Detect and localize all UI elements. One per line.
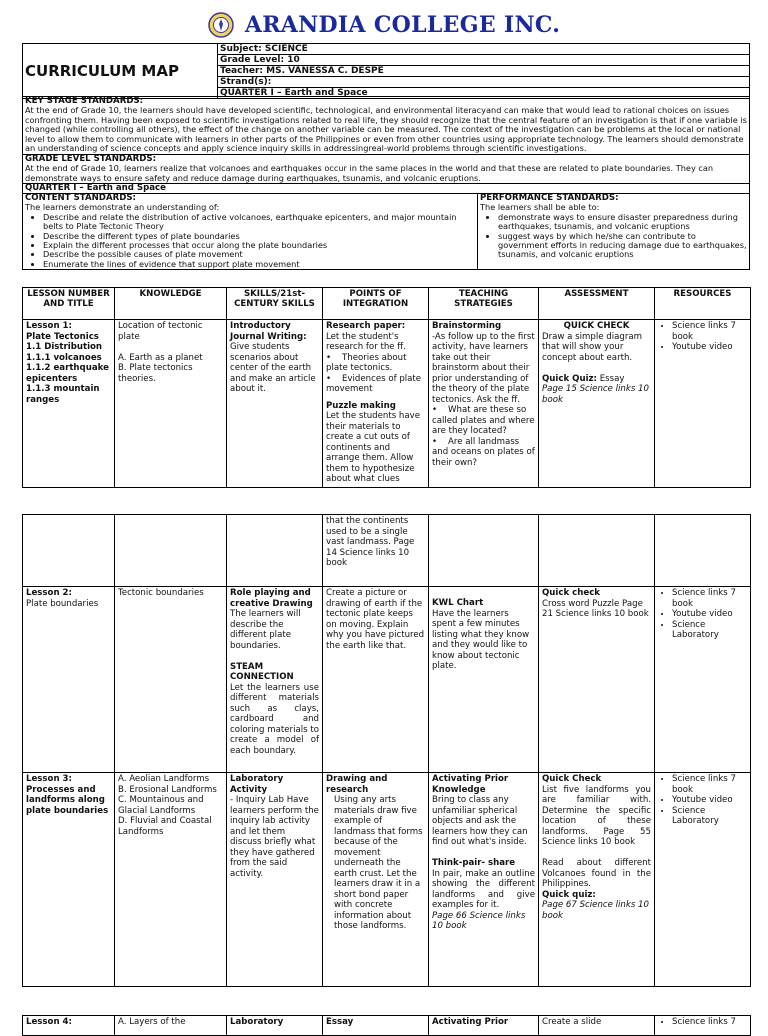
lesson3-assess-page: Page 67 Science links 10 book bbox=[542, 900, 649, 921]
list-item: • Science links 7 book bbox=[672, 774, 747, 795]
lesson1-assess-quiz-type: Essay bbox=[599, 373, 625, 384]
list-item: • Youtube video bbox=[672, 795, 747, 806]
quarter-field: QUARTER I – Earth and Space bbox=[218, 88, 750, 99]
empty-cell bbox=[23, 515, 115, 587]
table-row bbox=[23, 773, 751, 987]
lesson4-assessment-cell: Create a slide bbox=[539, 1016, 655, 1036]
grade-level-heading: GRADE LEVEL STANDARDS: bbox=[25, 153, 157, 164]
lesson1-title-cell bbox=[23, 320, 115, 488]
lesson2-skills-head: Role playing and creative Drawing bbox=[230, 588, 313, 609]
lesson2-integration-cell: Create a picture or drawing of earth if the tectonic plate keeps on moving. Explain why you have pictured the earth like that. bbox=[323, 587, 429, 773]
col-header-strategies: TEACHING STRATEGIES bbox=[429, 288, 539, 320]
teacher-field: Teacher: MS. VANESSA C. DESPE bbox=[218, 66, 750, 77]
lesson1-assess-quiz bbox=[542, 374, 651, 385]
content-standards-intro: The learners demonstrate an understanding of: bbox=[25, 202, 220, 213]
curriculum-table-2 bbox=[22, 514, 751, 987]
lesson3-skills-cell bbox=[227, 773, 323, 987]
curriculum-table-1 bbox=[22, 287, 751, 488]
lesson1-assess-head: QUICK CHECK bbox=[563, 321, 630, 331]
list-item: • Enumerate the lines of evidence that support plate movement bbox=[43, 260, 475, 269]
lesson3-knowledge-item: B. Erosional Landforms bbox=[118, 784, 217, 795]
empty-cell bbox=[115, 515, 227, 587]
empty-cell bbox=[227, 515, 323, 587]
lesson3-knowledge-item: C. Mountainous and Glacial Landforms bbox=[118, 795, 204, 816]
lesson3-skills-text: - Inquiry Lab Have learners perform the inquiry lab activity and let them discuss briefly what they have gathered from the said activity. bbox=[230, 795, 319, 879]
lesson1-assess-text: Draw a simple diagram that will show your concept about earth. bbox=[542, 331, 643, 363]
quarter-heading: QUARTER I – Earth and Space bbox=[23, 184, 750, 194]
lesson1-integ-bullet: • Evidences of plate movement bbox=[326, 373, 422, 394]
col-header-knowledge: KNOWLEDGE bbox=[115, 288, 227, 320]
lesson1-assessment-cell bbox=[539, 320, 655, 488]
lesson3-integ-text: Using any arts materials draw five example of landmass that forms because of the movement underneath the earth crust. Let the learners draw it in a short bond paper with concrete information about those landforms. bbox=[334, 795, 423, 931]
lesson2-skills-cell bbox=[227, 587, 323, 773]
lesson3-assess-head: Quick Check bbox=[542, 774, 602, 784]
lesson3-knowledge-item: D. Fluvial and Coastal Landforms bbox=[118, 816, 212, 837]
lesson3-resources-list bbox=[658, 774, 747, 827]
college-name: ARANDIA COLLEGE INC. bbox=[244, 12, 561, 38]
lesson1-integ-text: Let the student's research for the ff. bbox=[326, 331, 406, 352]
lesson1-skills-text: Give students scenarios about center of the earth and make an article about it. bbox=[230, 342, 316, 394]
performance-standards-list bbox=[480, 213, 747, 260]
list-item: • demonstrate ways to ensure disaster preparedness during earthquakes, tsunamis, and volcanic eruptions bbox=[498, 213, 747, 232]
col-header-resources: RESOURCES bbox=[655, 288, 751, 320]
curriculum-table-3 bbox=[22, 1015, 751, 1036]
lesson1-integ-bullet-text: Evidences of plate movement bbox=[326, 373, 422, 394]
lesson1-resources-cell bbox=[655, 320, 751, 488]
lesson2-steam-head: STEAM CONNECTION bbox=[230, 661, 294, 682]
grade-level-text: At the end of Grade 10, learners realize that volcanoes and earthquakes occur in the same places in the world and that these are related to plate boundaries. They can demonstrate ways to ensure safety and reduce damage during earthquakes, tsunamis, and volcanic eruptions. bbox=[25, 162, 714, 183]
lesson1-resources-list bbox=[658, 321, 747, 353]
lesson1-strat-text: -As follow up to the first activity, have learners take out their brainstorm about their prior understanding of the theory of the plate tectonics. Ask the ff. bbox=[432, 331, 535, 405]
lesson2-assess-head: Quick check bbox=[542, 588, 601, 598]
lesson1-strat-bullet-text: What are these so called plates and where are they located? bbox=[432, 405, 535, 436]
lesson2-knowledge-cell: Tectonic boundaries bbox=[115, 587, 227, 773]
lesson3-skills-head: Laboratory Activity bbox=[230, 774, 284, 795]
page-title: CURRICULUM MAP bbox=[23, 44, 218, 99]
lesson1-assess-quiz-label: Quick Quiz: bbox=[542, 373, 597, 384]
grade-field: Grade Level: 10 bbox=[218, 55, 750, 66]
col-header-integration: POINTS OF INTEGRATION bbox=[323, 288, 429, 320]
content-standards-heading: CONTENT STANDARDS: bbox=[25, 193, 136, 204]
lesson4-strat: Activating Prior bbox=[432, 1017, 509, 1027]
lesson1-strat-bullet: • What are these so called plates and where are they located? bbox=[432, 405, 535, 436]
lesson2-title: Lesson 2: bbox=[26, 588, 72, 598]
lesson4-title: Lesson 4: bbox=[26, 1017, 72, 1027]
lesson4-integration-cell bbox=[323, 1016, 429, 1036]
performance-standards-intro: The learners shall be able to: bbox=[480, 202, 600, 213]
lesson3-knowledge-item: A. Aeolian Landforms bbox=[118, 774, 210, 784]
college-header bbox=[0, 12, 768, 38]
performance-standards-section bbox=[478, 194, 750, 270]
lesson3-strat-head2: Think-pair- share bbox=[432, 858, 516, 868]
lesson2-assessment-cell bbox=[539, 587, 655, 773]
lesson3-resources-cell bbox=[655, 773, 751, 987]
lesson1-integ-bullet-text: Theories about plate tectonics. bbox=[326, 352, 407, 373]
key-stage-text: At the end of Grade 10, the learners should have developed scientific, technological, and environmental literacyand can make that would lead to rational choices on issues confronting them. Having been exposed to scientific investigations related to real life, they should recognize that the central feature of an investigation is that if one variable is changed (while controlling all others), the effect of the change on another variable can be measured. The context of the investigation can be problems at the local or national level to allow them to communicate with learners in other parts of the Philippines or even from other countries using appropriate technology. The learners should demonstrate an understanding of science concepts and apply science inquiry skills in addressingreal-world problems through scientific investigations. bbox=[25, 105, 747, 154]
lesson3-title-cell bbox=[23, 773, 115, 987]
lesson4-integ: Essay bbox=[326, 1017, 354, 1027]
grade-level-section bbox=[23, 154, 750, 183]
lesson3-strat-text: Bring to class any unfamiliar spherical objects and ask the learners how they can find out what's inside. bbox=[432, 795, 528, 847]
lesson3-integration-cell bbox=[323, 773, 429, 987]
lesson4-resources-cell bbox=[655, 1016, 751, 1036]
list-item: • Youtube video bbox=[672, 342, 747, 353]
lesson1-knowledge-item: A. Earth as a planet bbox=[118, 352, 203, 363]
lesson1-strategies-cell bbox=[429, 320, 539, 488]
list-item: • Describe the different types of plate boundaries bbox=[43, 232, 475, 241]
lesson1-topic: 1.1 Distribution bbox=[26, 342, 103, 352]
lesson3-strat-page: Page 66 Science links 10 book bbox=[432, 910, 526, 931]
list-item: • Youtube video bbox=[672, 609, 747, 620]
lesson2-skills-text: The learners will describe the different plate boundaries. bbox=[230, 609, 301, 651]
lesson3-assessment-cell bbox=[539, 773, 655, 987]
lesson3-assess-text: List five landforms you are familiar with. Determine the specific location of these landforms. Page 55 Science links 10 book bbox=[542, 784, 651, 847]
strand-field: Strand(s): bbox=[218, 77, 750, 88]
lesson3-strat-head: Activating Prior Knowledge bbox=[432, 774, 509, 795]
list-item: • Describe the possible causes of plate movement bbox=[43, 250, 475, 259]
lesson2-strat-text: Have the learners spent a few minutes listing what they know and they would like to know about tectonic plate. bbox=[432, 608, 530, 671]
table-row bbox=[23, 1016, 751, 1036]
lesson1-assess-page: Page 15 Science links 10 book bbox=[542, 384, 649, 405]
list-item: • Science links 7 book bbox=[672, 588, 747, 609]
lesson1-integ-bullet: • Theories about plate tectonics. bbox=[326, 352, 407, 373]
lesson1-topic: 1.1.2 earthquake epicenters bbox=[26, 363, 109, 384]
lesson3-subtitle: Processes and landforms along plate boundaries bbox=[26, 784, 109, 816]
subject-field: Subject: SCIENCE bbox=[218, 44, 750, 55]
lesson1-subtitle: Plate Tectonics bbox=[26, 331, 99, 342]
lesson4-knowledge-cell: A. Layers of the bbox=[115, 1016, 227, 1036]
lesson2-subtitle: Plate boundaries bbox=[26, 598, 99, 609]
lesson1-strat-bullet-text: Are all landmass and oceans on plates of their own? bbox=[432, 436, 535, 468]
lesson1-strat-bullet: • Are all landmass and oceans on plates of their own? bbox=[432, 436, 535, 468]
lesson3-strategies-cell bbox=[429, 773, 539, 987]
lesson3-assess-quiz: Quick quiz: bbox=[542, 889, 596, 900]
lesson4-resources-list bbox=[658, 1017, 747, 1028]
lesson2-resources-list bbox=[658, 588, 747, 641]
empty-cell bbox=[539, 515, 655, 587]
key-stage-heading: KEY STAGE STANDARDS: bbox=[25, 96, 144, 106]
table-row bbox=[23, 515, 751, 587]
empty-cell bbox=[655, 515, 751, 587]
lesson1-knowledge-cell bbox=[115, 320, 227, 488]
lesson1-integ-continuation: that the continents used to be a single vast landmass. Page 14 Science links 10 book bbox=[323, 515, 429, 587]
lesson1-integ-head: Research paper: bbox=[326, 321, 406, 331]
lesson4-title-cell bbox=[23, 1016, 115, 1036]
lesson1-skills-head: Introductory Journal Writing: bbox=[230, 321, 307, 342]
lesson1-integ-head2: Puzzle making bbox=[326, 400, 396, 411]
lesson3-integ-head: Drawing and research bbox=[326, 774, 388, 795]
lesson2-strategies-cell bbox=[429, 587, 539, 773]
col-header-assessment: ASSESSMENT bbox=[539, 288, 655, 320]
lesson2-steam-text: Let the learners use different materials such as clays, cardboard and coloring materials to create a model of each boundary. bbox=[230, 682, 319, 756]
content-standards-section bbox=[23, 194, 478, 270]
col-header-skills: SKILLS/21st-CENTURY SKILLS bbox=[227, 288, 323, 320]
lesson1-integration-cell bbox=[323, 320, 429, 488]
lesson1-skills-cell bbox=[227, 320, 323, 488]
list-item: • Science Laboratory bbox=[672, 806, 747, 827]
content-standards-list bbox=[25, 213, 475, 269]
lesson1-title: Lesson 1: bbox=[26, 321, 72, 331]
empty-cell bbox=[429, 515, 539, 587]
list-item: • Science links 7 book bbox=[672, 321, 747, 342]
col-header-lesson: LESSON NUMBER AND TITLE bbox=[23, 288, 115, 320]
lesson2-strat-head: KWL Chart bbox=[432, 598, 484, 608]
lesson3-assess-text2: Read about different Volcanoes found in the Philippines. bbox=[542, 858, 651, 889]
college-seal-icon bbox=[208, 12, 234, 38]
lesson3-title: Lesson 3: bbox=[26, 774, 72, 784]
lesson3-knowledge-cell bbox=[115, 773, 227, 987]
list-item: • suggest ways by which he/she can contribute to government efforts in reducing damage due to earthquakes, tsunamis, and volcanic eruptions bbox=[498, 232, 747, 260]
lesson4-skills-cell bbox=[227, 1016, 323, 1036]
table-row bbox=[23, 320, 751, 488]
list-item: • Explain the different processes that occur along the plate boundaries bbox=[43, 241, 475, 250]
list-item: • Describe and relate the distribution of active volcanoes, earthquake epicenters, and major mountain belts to Plate Tectonic Theory bbox=[43, 213, 475, 232]
list-item: • Science links 7 bbox=[672, 1017, 747, 1028]
lesson2-assess-text: Cross word Puzzle Page 21 Science links 10 book bbox=[542, 598, 649, 619]
lesson4-skills: Laboratory bbox=[230, 1017, 284, 1027]
lesson2-resources-cell bbox=[655, 587, 751, 773]
lesson1-strat-head: Brainstorming bbox=[432, 321, 502, 331]
table-row bbox=[23, 587, 751, 773]
curriculum-header-table bbox=[22, 43, 750, 99]
lesson1-knowledge-head: Location of tectonic plate bbox=[118, 321, 203, 342]
key-stage-section bbox=[23, 97, 750, 155]
lesson1-integ-text2: Let the students have their materials to create a cut outs of continents and arrange them. Allow them to hypothesize about what clues bbox=[326, 411, 421, 484]
lesson1-knowledge-item: B. Plate tectonics theories. bbox=[118, 363, 193, 384]
lesson3-strat-text2: In pair, make an outline showing the different landforms and give examples for it. bbox=[432, 868, 535, 910]
performance-standards-heading: PERFORMANCE STANDARDS: bbox=[480, 193, 619, 204]
lesson1-topic: 1.1.1 volcanoes bbox=[26, 352, 102, 363]
lesson2-title-cell bbox=[23, 587, 115, 773]
lesson4-strategies-cell bbox=[429, 1016, 539, 1036]
standards-table bbox=[22, 96, 750, 270]
lesson1-topic: 1.1.3 mountain ranges bbox=[26, 384, 100, 405]
list-item: • Science Laboratory bbox=[672, 620, 747, 641]
